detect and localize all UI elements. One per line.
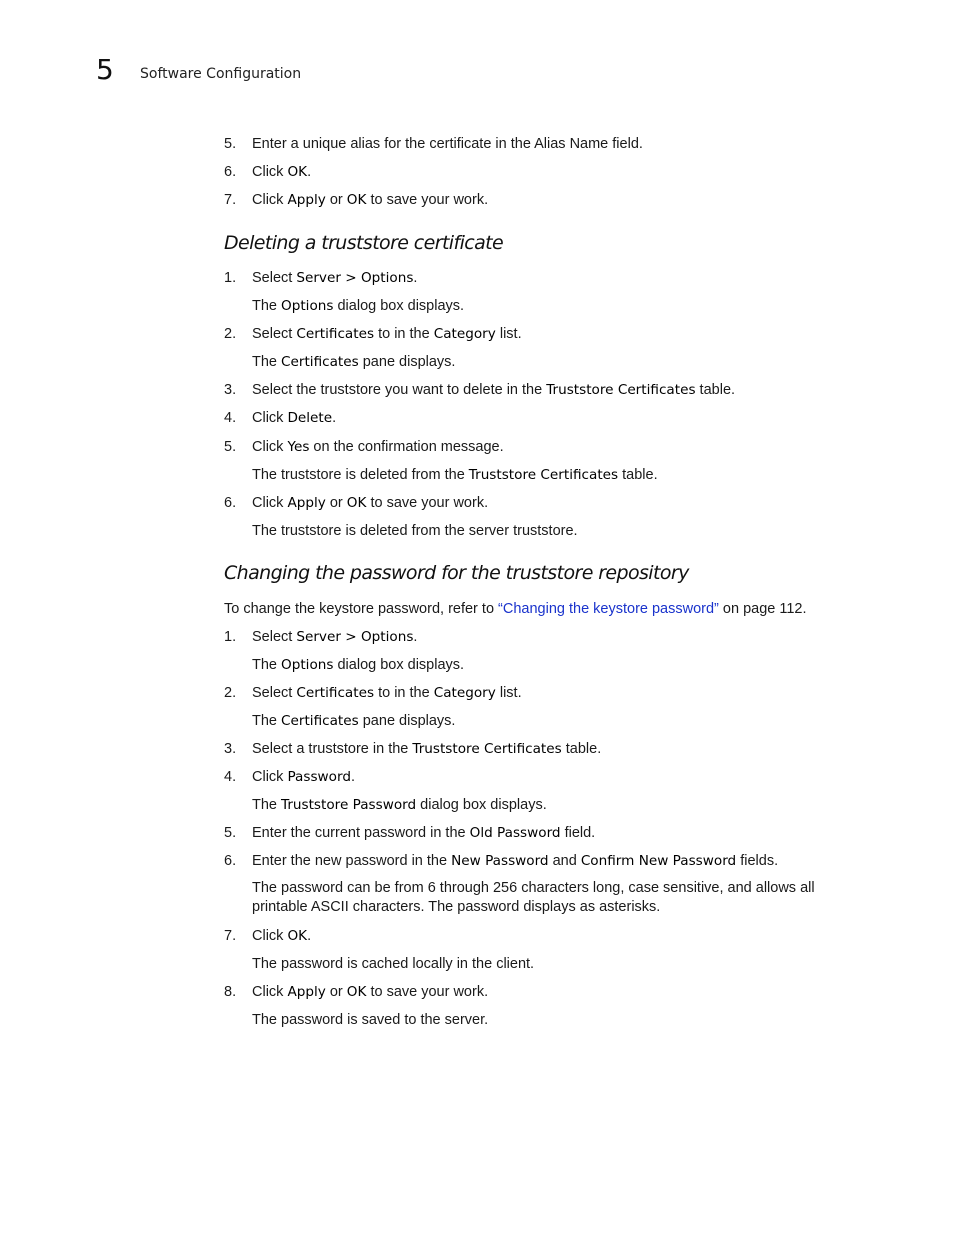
step-text: Click Apply or OK to save your work. — [252, 192, 489, 208]
step-number: 6. — [224, 853, 237, 869]
ui-term: Truststore Password — [281, 797, 417, 813]
step-text: Enter the current password in the Old Password field. — [252, 825, 596, 841]
step-text: Click Apply or OK to save your work. — [252, 495, 489, 511]
step-text: Click Delete. — [252, 410, 337, 426]
ui-term: Delete — [287, 410, 333, 426]
step-result: The Options dialog box displays. — [252, 298, 465, 314]
ui-term: Old Password — [469, 825, 561, 841]
chapter-title: Software Configuration — [140, 66, 302, 82]
step-result: The Truststore Password dialog box displays. — [252, 797, 547, 813]
step-number: 5. — [224, 136, 237, 152]
ui-term: Certificates — [281, 713, 359, 729]
ui-term: Apply — [287, 192, 326, 208]
ui-term: OK — [346, 984, 367, 1000]
step-number: 8. — [224, 984, 237, 1000]
step-number: 6. — [224, 164, 237, 180]
step-number: 5. — [224, 825, 237, 841]
step-number: 2. — [224, 685, 237, 701]
ui-term: Options — [281, 298, 334, 314]
step-text: Select Certificates to in the Category list. — [252, 685, 522, 701]
step-number: 6. — [224, 495, 237, 511]
step-number: 7. — [224, 928, 237, 944]
ui-term: Options — [281, 657, 334, 673]
step-result: The Certificates pane displays. — [252, 713, 456, 729]
ui-term: Certificates — [281, 354, 359, 370]
step-text: Click Password. — [252, 769, 355, 785]
ui-term: Category — [433, 685, 496, 701]
step-number: 7. — [224, 192, 237, 208]
ui-term: New Password — [451, 853, 549, 869]
step-text: Click OK. — [252, 164, 312, 180]
ui-term: Certificates — [296, 685, 375, 701]
step-result: The password can be from 6 through 256 characters long, case sensitive, and allows all printable ASCII characters. The password displays as asterisks. — [252, 880, 815, 915]
step-text: Click Yes on the confirmation message. — [252, 439, 504, 455]
password-intro: To change the keystore password, refer to “Changing the keystore password” on page 112. — [224, 601, 807, 617]
step-text: Select Server > Options. — [252, 629, 418, 645]
ui-term: OK — [287, 928, 308, 944]
step-number: 1. — [224, 270, 237, 286]
step-text: Enter the new password in the New Password and Confirm New Password fields. — [252, 853, 779, 869]
step-number: 4. — [224, 769, 237, 785]
step-text: Select Certificates to in the Category list. — [252, 326, 522, 342]
cross-reference-link[interactable]: “Changing the keystore password” — [498, 601, 719, 617]
ui-term: Server > Options — [296, 270, 414, 286]
step-number: 2. — [224, 326, 237, 342]
ui-term: OK — [346, 192, 367, 208]
chapter-number: 5 — [96, 53, 114, 86]
ui-term: Confirm New Password — [580, 853, 737, 869]
step-number: 4. — [224, 410, 237, 426]
ui-term: Apply — [287, 495, 326, 511]
step-result: The password is cached locally in the client. — [252, 956, 535, 972]
step-result: The truststore is deleted from the server truststore. — [252, 523, 578, 539]
section-heading-password: Changing the password for the truststore repository — [224, 562, 689, 584]
ui-term: Truststore Certificates — [468, 467, 619, 483]
step-text: Select a truststore in the Truststore Certificates table. — [252, 741, 602, 757]
step-text: Click Apply or OK to save your work. — [252, 984, 489, 1000]
ui-term: OK — [287, 164, 308, 180]
step-text: Click OK. — [252, 928, 312, 944]
step-result: The truststore is deleted from the Truststore Certificates table. — [252, 467, 658, 483]
ui-term: Yes — [287, 439, 310, 455]
step-number: 5. — [224, 439, 237, 455]
ui-term: Certificates — [296, 326, 375, 342]
step-text: Enter a unique alias for the certificate in the Alias Name field. — [252, 136, 643, 152]
ui-term: Truststore Certificates — [546, 382, 696, 398]
ui-term: Apply — [287, 984, 326, 1000]
step-result: The Options dialog box displays. — [252, 657, 465, 673]
ui-term: Password — [287, 769, 351, 785]
ui-term: OK — [346, 495, 367, 511]
step-number: 3. — [224, 382, 237, 398]
step-result: The Certificates pane displays. — [252, 354, 456, 370]
step-text: Select the truststore you want to delete in the Truststore Certificates table. — [252, 382, 736, 398]
step-text: Select Server > Options. — [252, 270, 418, 286]
ui-term: Server > Options — [296, 629, 414, 645]
step-number: 1. — [224, 629, 237, 645]
step-number: 3. — [224, 741, 237, 757]
section-heading-delete: Deleting a truststore certificate — [224, 232, 504, 254]
ui-term: Category — [433, 326, 496, 342]
step-result: The password is saved to the server. — [252, 1012, 489, 1028]
ui-term: Truststore Certificates — [412, 741, 562, 757]
